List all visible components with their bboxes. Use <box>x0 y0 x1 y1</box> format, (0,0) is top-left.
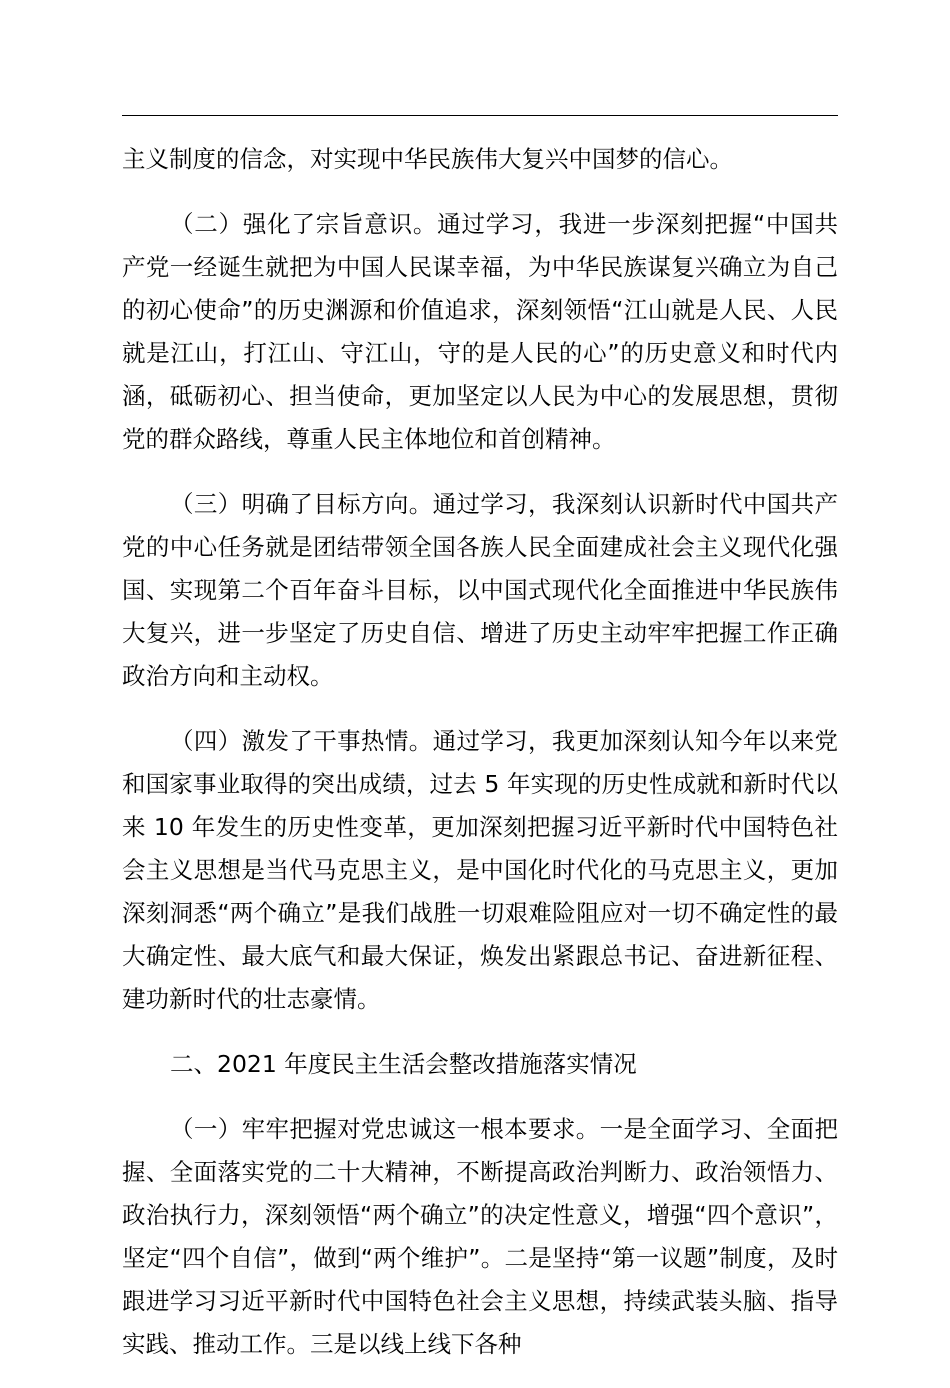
paragraph-goal-direction: （三）明确了目标方向。通过学习，我深刻认识新时代中国共产党的中心任务就是团结带领全国各族人民全面建成社会主义现代化强国、实现第二个百年奋斗目标，以中国式现代化全面推进中华民族伟大复兴，进一步坚定了历史自信、增进了历史主动牢牢把握工作正确政治方向和主动权。 <box>122 490 838 690</box>
paragraph-continuation: 主义制度的信念，对实现中华民族伟大复兴中国梦的信心。 <box>122 145 733 173</box>
header-rule <box>122 115 838 116</box>
paragraph-loyalty: （一）牢牢把握对党忠诚这一根本要求。一是全面学习、全面把握、全面落实党的二十大精神，不断提高政治判断力、政治领悟力、政治执行力，深刻领悟“两个确立”的决定性意义，增强“四个意识”，坚定“四个自信”，做到“两个维护”。二是坚持“第一议题”制度，及时跟进学习习近平新时代中国特色社会主义思想，持续武装头脑、指导实践、推动工作。三是以线上线下各种 <box>122 1115 838 1358</box>
section-heading: 二、2021 年度民主生活会整改措施落实情况 <box>170 1050 637 1078</box>
paragraph-work-enthusiasm: （四）激发了干事热情。通过学习，我更加深刻认知今年以来党和国家事业取得的突出成绩，过去 5 年实现的历史性成就和新时代以来 10 年发生的历史性变革，更加深刻把握习近平新时代中国特色社会主义思想是当代马克思主义，是中国化时代化的马克思主义，更加深刻洞悉“两个确立”是我们战胜一切艰难险阻应对一切不确定性的最大确定性、最大底气和最大保证，焕发出紧跟总书记、奋进新征程、建功新时代的壮志豪情。 <box>122 727 838 1013</box>
body-text <box>122 138 838 1388</box>
paragraph-purpose-awareness: （二）强化了宗旨意识。通过学习，我进一步深刻把握“中国共产党一经诞生就把为中国人民谋幸福，为中华民族谋复兴确立为自己的初心使命”的历史渊源和价值追求，深刻领悟“江山就是人民、人民就是江山，打江山、守江山，守的是人民的心”的历史意义和时代内涵，砥砺初心、担当使命，更加坚定以人民为中心的发展思想，贯彻党的群众路线，尊重人民主体地位和首创精神。 <box>122 210 838 453</box>
